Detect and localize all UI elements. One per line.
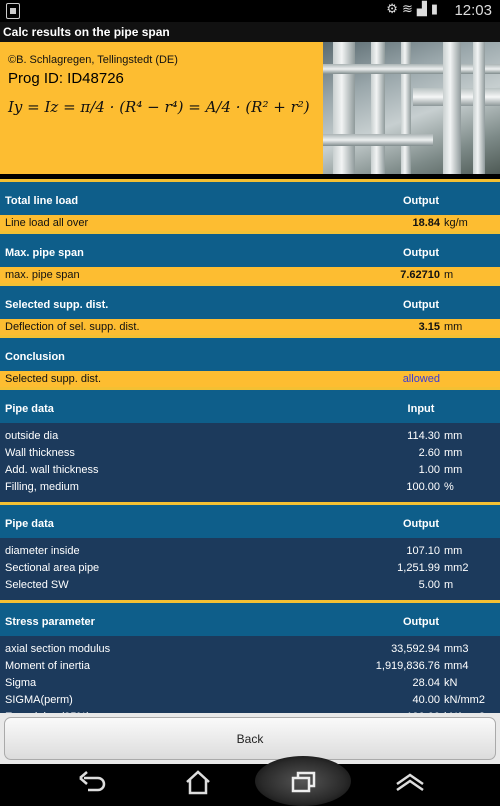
data-row: Selected SW 5.00 m xyxy=(5,579,454,591)
home-nav-icon[interactable] xyxy=(184,769,212,795)
section-header-pipe-data-output: Pipe data Output xyxy=(0,502,500,538)
app-title: Calc results on the pipe span xyxy=(0,22,500,42)
data-row: Sectional area pipe 1,251.99 mm2 xyxy=(5,562,469,574)
status-bar xyxy=(0,0,500,22)
battery-icon: ▮ xyxy=(430,2,442,17)
signal-icon: ▟ xyxy=(416,2,431,17)
status-allowed: allowed xyxy=(402,373,440,385)
result-row-conclusion: Selected supp. dist. allowed xyxy=(0,371,500,387)
data-row: Add. wall thickness 1.00 mm xyxy=(5,464,463,476)
back-nav-icon[interactable] xyxy=(78,770,106,794)
notification-icon: ⚙ xyxy=(386,2,402,17)
data-row: Wall thickness 2.60 mm xyxy=(5,447,463,459)
clock: 12:03 xyxy=(454,2,492,19)
data-row: Moment of inertia 1,919,836.76 mm4 xyxy=(5,660,469,672)
data-row: axial section modulus 33,592.94 mm3 xyxy=(5,643,469,655)
result-row-line-load: Line load all over 18.84 kg/m xyxy=(0,215,500,231)
prog-id: Prog ID: ID48726 xyxy=(8,70,124,87)
usb-icon xyxy=(6,3,20,19)
section-header-total-line-load: Total line load Output xyxy=(0,179,500,215)
back-bar xyxy=(0,713,500,764)
back-button[interactable]: Back xyxy=(4,717,496,760)
wifi-icon: ≋ xyxy=(401,2,417,17)
system-nav-bar xyxy=(0,764,500,800)
section-header-pipe-data-input: Pipe data Input xyxy=(0,387,500,423)
section-header-selected-supp-dist: Selected supp. dist. Output xyxy=(0,283,500,319)
menu-up-icon[interactable] xyxy=(394,772,426,792)
pipe-photo xyxy=(323,42,500,174)
data-row: Sigma 28.04 kN xyxy=(5,677,458,689)
header-panel xyxy=(0,42,500,174)
copyright-text: ©B. Schlagregen, Tellingstedt (DE) xyxy=(8,54,178,66)
result-row-max-pipe-span: max. pipe span 7.62710 m xyxy=(0,267,500,283)
moment-of-inertia-formula: Iy = Iz = π/4 · (R⁴ − r⁴) = A/4 · (R² + r²) xyxy=(8,98,310,116)
status-icons xyxy=(386,2,442,17)
pipe-data-output-block xyxy=(0,538,500,600)
section-header-conclusion: Conclusion xyxy=(0,335,500,371)
data-row: outside dia 114.30 mm xyxy=(5,430,463,442)
result-row-deflection: Deflection of sel. supp. dist. 3.15 mm xyxy=(0,319,500,335)
data-row: SIGMA(perm) 40.00 kN/mm2 xyxy=(5,694,485,706)
results-list[interactable] xyxy=(0,179,500,713)
section-header-stress-parameter: Stress parameter Output xyxy=(0,600,500,636)
pipe-data-input-block xyxy=(0,423,500,502)
section-header-max-pipe-span: Max. pipe span Output xyxy=(0,231,500,267)
recent-apps-icon[interactable] xyxy=(290,770,318,794)
data-row: diameter inside 107.10 mm xyxy=(5,545,463,557)
data-row: Filling, medium 100.00 % xyxy=(5,481,454,493)
